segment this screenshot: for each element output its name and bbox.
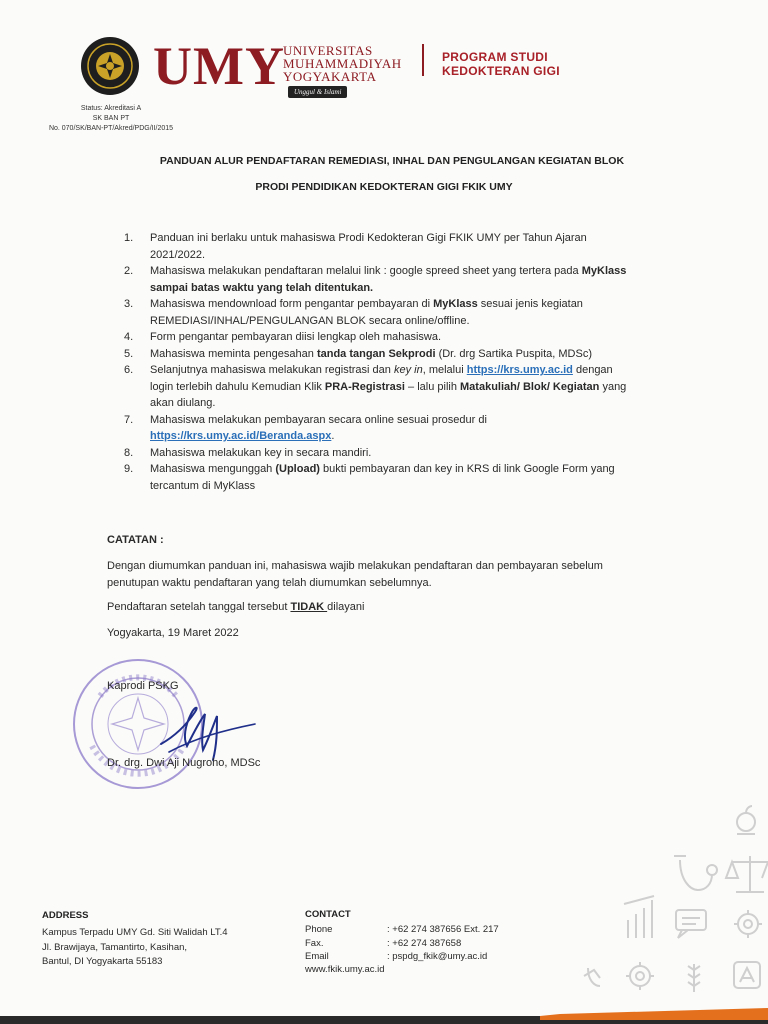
document-title: PANDUAN ALUR PENDAFTARAN REMEDIASI, INHAL DAN PENGULANGAN KEGIATAN BLOK bbox=[159, 155, 625, 167]
steps-list bbox=[118, 230, 638, 494]
notes-text: Pendaftaran setelah tanggal tersebut bbox=[107, 601, 291, 613]
accreditation-line: SK BAN PT bbox=[92, 115, 130, 122]
document-date: Yogyakarta, 19 Maret 2022 bbox=[107, 627, 239, 639]
program-line: PROGRAM STUDI bbox=[442, 50, 548, 64]
step-number: 8. bbox=[124, 446, 134, 459]
plant-icon bbox=[584, 968, 600, 986]
step-text: yang akan diulang. bbox=[150, 380, 627, 409]
address-line: Kampus Terpadu UMY Gd. Siti Walidah LT.4 bbox=[42, 927, 228, 938]
step-number: 9. bbox=[124, 463, 134, 475]
accreditation-line: No. 070/SK/BAN-PT/Akred/PDG/II/2015 bbox=[48, 125, 174, 132]
contact-row bbox=[305, 937, 499, 951]
step-text: Mahasiswa mendownload form pengantar pembayaran di bbox=[150, 298, 434, 310]
apple-icon bbox=[737, 806, 755, 834]
contact-label: Fax. bbox=[305, 937, 324, 949]
university-line: YOGYAKARTA bbox=[283, 69, 377, 84]
contact-label: Phone bbox=[305, 924, 333, 935]
step-text: Form pengantar pembayaran diisi lengkap oleh mahasiswa. bbox=[150, 331, 442, 343]
notes-text: dilayani bbox=[327, 601, 365, 613]
beranda-link[interactable]: https://krs.umy.ac.id/Beranda.aspx bbox=[150, 430, 332, 442]
step-number: 7. bbox=[124, 413, 134, 426]
university-line: MUHAMMADIYAH bbox=[283, 56, 402, 71]
address-heading: ADDRESS bbox=[42, 910, 89, 921]
step-text: sesuai jenis kegiatan REMEDIASI/INHAL/PENGULANGAN BLOK secara online/offline. bbox=[150, 298, 583, 327]
list-item bbox=[118, 461, 638, 494]
university-name bbox=[283, 44, 402, 83]
accreditation-info bbox=[36, 104, 186, 134]
text-icon bbox=[734, 962, 760, 988]
notes-paragraph bbox=[107, 601, 364, 613]
list-item bbox=[118, 230, 638, 263]
contact-row bbox=[305, 923, 499, 937]
step-bold-text: (Upload) bbox=[275, 463, 320, 475]
tagline-badge: Unggul & Islami bbox=[288, 86, 347, 98]
list-item bbox=[118, 412, 638, 445]
step-number: 1. bbox=[124, 232, 134, 244]
footer-accent-bar bbox=[0, 1008, 768, 1024]
step-text: Panduan ini berlaku untuk mahasiswa Prodi Kedokteran Gigi FKIK UMY per Tahun Ajaran 2021/2022. bbox=[150, 232, 587, 261]
address-block bbox=[42, 926, 228, 970]
signer-name: Dr. drg. Dwi Aji Nugroho, MDSc bbox=[107, 757, 261, 769]
chart-icon bbox=[624, 896, 654, 938]
contact-block bbox=[305, 923, 499, 964]
accreditation-line: Status: Akreditasi A bbox=[80, 105, 142, 112]
university-line: UNIVERSITAS bbox=[283, 43, 373, 58]
step-bold-text: tanda tangan Sekprodi bbox=[316, 347, 436, 360]
header-divider bbox=[422, 44, 424, 76]
list-item bbox=[118, 362, 638, 412]
notes-heading: CATATAN : bbox=[107, 534, 164, 546]
step-text: Mahasiswa mengunggah bbox=[150, 463, 276, 475]
contact-row bbox=[305, 950, 499, 964]
umy-logo-text: UMY bbox=[153, 36, 285, 96]
step-italic-text: key in bbox=[393, 364, 423, 376]
program-name bbox=[442, 50, 560, 78]
step-text: Mahasiswa melakukan pendaftaran melalui link : google spreed sheet yang tertera pada bbox=[150, 265, 582, 277]
step-bold-text: MyKlass sampai batas waktu yang telah ditentukan. bbox=[150, 265, 627, 294]
notes-paragraph: Dengan diumumkan panduan ini, mahasiswa wajib melakukan pendaftaran dan pembayaran sebelum penutupan waktu pendaftaran yang telah diumumkan sebelumnya. bbox=[107, 560, 603, 589]
document-subtitle: PRODI PENDIDIKAN KEDOKTERAN GIGI FKIK UMY bbox=[255, 181, 513, 193]
contact-value: : +62 274 387658 bbox=[387, 937, 462, 949]
stethoscope-icon bbox=[674, 856, 717, 890]
contact-heading: CONTACT bbox=[305, 909, 351, 920]
list-item bbox=[118, 263, 638, 296]
program-line: KEDOKTERAN GIGI bbox=[442, 64, 560, 78]
step-text: – lalu pilih bbox=[404, 380, 461, 393]
decorative-icons bbox=[570, 800, 768, 1000]
gear-icon bbox=[626, 962, 654, 990]
list-item bbox=[118, 296, 638, 329]
seal-icon bbox=[80, 36, 140, 96]
website-link[interactable]: www.fkik.umy.ac.id bbox=[305, 964, 385, 975]
krs-link[interactable]: https://krs.umy.ac.id bbox=[466, 364, 573, 376]
step-text: , melalui bbox=[422, 364, 467, 376]
step-text: . bbox=[331, 430, 335, 442]
step-bold-text: MyKlass bbox=[433, 298, 478, 310]
gear-icon bbox=[734, 910, 762, 938]
step-text: Mahasiswa melakukan pembayaran secara online sesuai prosedur di bbox=[150, 413, 487, 426]
signer-role: Kaprodi PSKG bbox=[107, 680, 179, 692]
step-bold-text: PRA-Registrasi bbox=[324, 380, 405, 393]
step-bold-text: Matakuliah/ Blok/ Kegiatan bbox=[460, 380, 600, 393]
list-item bbox=[118, 445, 638, 462]
step-number: 2. bbox=[124, 265, 134, 277]
wheat-icon bbox=[688, 964, 700, 992]
notes-emphasis: TIDAK bbox=[290, 601, 328, 613]
address-line: Bantul, DI Yogyakarta 55183 bbox=[42, 956, 163, 967]
list-item bbox=[118, 346, 638, 363]
step-number: 6. bbox=[124, 364, 134, 376]
step-text: dengan login terlebih dahulu Kemudian Klik bbox=[150, 364, 613, 393]
step-text: (Dr. drg Sartika Puspita, MDSc) bbox=[435, 347, 593, 360]
list-item bbox=[118, 329, 638, 346]
step-number: 5. bbox=[124, 347, 134, 360]
step-text: Mahasiswa melakukan key in secara mandiri. bbox=[150, 446, 372, 459]
step-number: 4. bbox=[124, 331, 134, 343]
address-line: Jl. Brawijaya, Tamantirto, Kasihan, bbox=[42, 941, 188, 953]
contact-value: : +62 274 387656 Ext. 217 bbox=[387, 924, 499, 935]
scales-icon bbox=[726, 856, 768, 892]
step-text: bukti pembayaran dan key in KRS di link Google Form yang tercantum di MyKlass bbox=[150, 463, 615, 492]
chat-icon bbox=[676, 910, 706, 938]
contact-label: Email bbox=[305, 951, 329, 962]
step-text: Mahasiswa meminta pengesahan bbox=[150, 347, 317, 360]
contact-value: : pspdg_fkik@umy.ac.id bbox=[387, 951, 488, 962]
step-number: 3. bbox=[124, 298, 134, 310]
step-text: Selanjutnya mahasiswa melakukan registrasi dan bbox=[150, 364, 394, 376]
